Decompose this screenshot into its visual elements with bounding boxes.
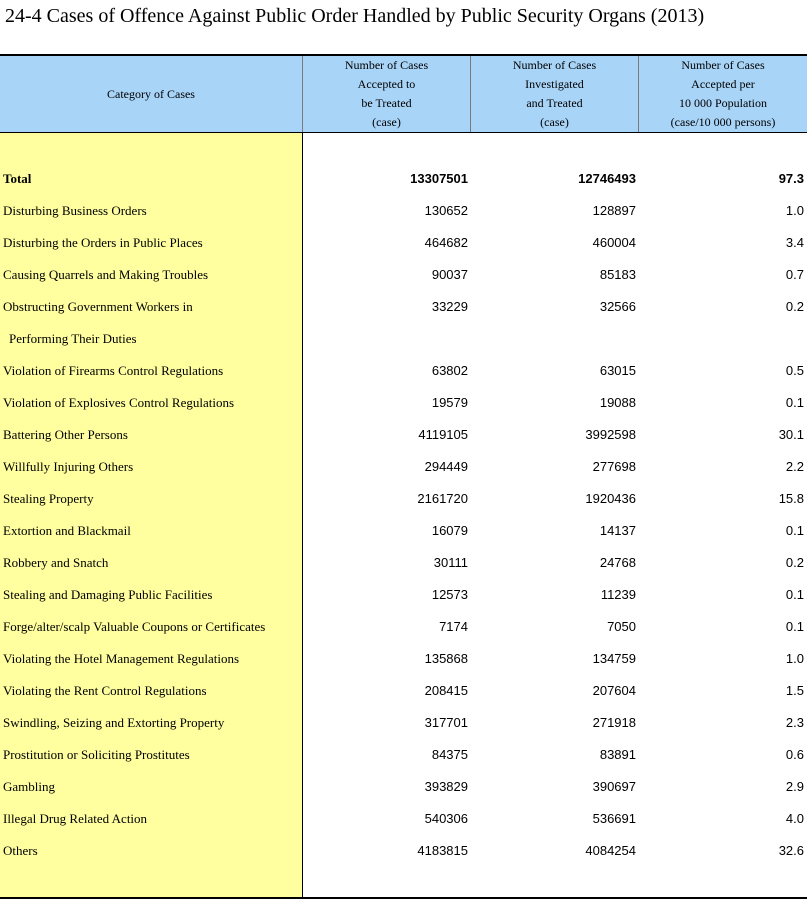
row-investigated: 24768 xyxy=(599,555,636,570)
table-row xyxy=(0,803,807,835)
row-accepted: 540306 xyxy=(424,811,468,826)
row-accepted: 13307501 xyxy=(410,171,468,186)
table-row-total xyxy=(0,163,807,195)
row-per-10000: 0.1 xyxy=(785,523,804,538)
header-per-population-line: Number of Cases xyxy=(681,58,765,72)
row-category: Prostitution or Soliciting Prostitutes xyxy=(3,747,190,762)
row-investigated: 271918 xyxy=(592,715,636,730)
table-row xyxy=(0,227,807,259)
row-per-10000: 1.5 xyxy=(785,683,804,698)
header-per-population-line: Accepted per xyxy=(691,77,755,91)
row-per-10000: 0.1 xyxy=(785,619,804,634)
row-per-10000: 0.1 xyxy=(785,587,804,602)
header-accepted xyxy=(303,56,470,132)
table-bottom-border xyxy=(0,897,807,899)
row-category: Gambling xyxy=(3,779,55,794)
table-row-continuation xyxy=(0,323,807,355)
row-per-10000: 1.0 xyxy=(785,651,804,666)
row-per-10000: 2.9 xyxy=(785,779,804,794)
page-title: 24-4 Cases of Offence Against Public Order Handled by Public Security Organs (2013) xyxy=(5,5,705,27)
table-row xyxy=(0,483,807,515)
row-accepted: 12573 xyxy=(431,587,468,602)
table-row xyxy=(0,291,807,323)
row-per-10000: 4.0 xyxy=(785,811,804,826)
row-investigated: 4084254 xyxy=(585,843,636,858)
row-category: Illegal Drug Related Action xyxy=(3,811,148,826)
row-investigated: 12746493 xyxy=(578,171,636,186)
header-per-population xyxy=(639,56,807,132)
row-category: Battering Other Persons xyxy=(3,427,128,442)
row-investigated: 1920436 xyxy=(585,491,636,506)
row-category: Violating the Rent Control Regulations xyxy=(3,683,207,698)
table-row xyxy=(0,643,807,675)
table-row xyxy=(0,355,807,387)
row-accepted: 294449 xyxy=(424,459,468,474)
row-per-10000: 0.6 xyxy=(785,747,804,762)
row-accepted: 7174 xyxy=(439,619,468,634)
row-accepted: 33229 xyxy=(431,299,468,314)
row-category: Violation of Firearms Control Regulations xyxy=(3,363,224,378)
row-investigated: 460004 xyxy=(592,235,636,250)
row-category: Total xyxy=(3,171,32,186)
row-category: Willfully Injuring Others xyxy=(3,459,134,474)
row-category: Obstructing Government Workers in xyxy=(3,299,193,314)
row-per-10000: 0.5 xyxy=(785,363,804,378)
row-investigated: 85183 xyxy=(599,267,636,282)
header-divider xyxy=(470,56,471,132)
row-accepted: 84375 xyxy=(431,747,468,762)
header-accepted-line: be Treated xyxy=(361,96,412,110)
row-accepted: 4183815 xyxy=(417,843,468,858)
row-investigated: 3992598 xyxy=(585,427,636,442)
row-accepted: 19579 xyxy=(431,395,468,410)
row-per-10000: 2.2 xyxy=(785,459,804,474)
row-category: Performing Their Duties xyxy=(9,331,137,346)
row-investigated: 128897 xyxy=(592,203,636,218)
header-accepted-line: Accepted to xyxy=(357,77,416,91)
row-accepted: 16079 xyxy=(431,523,468,538)
table-row xyxy=(0,771,807,803)
row-category: Causing Quarrels and Making Troubles xyxy=(3,267,209,282)
row-investigated: 134759 xyxy=(592,651,636,666)
table-row xyxy=(0,739,807,771)
table-row xyxy=(0,195,807,227)
row-accepted: 63802 xyxy=(431,363,468,378)
table-header xyxy=(0,56,807,132)
row-per-10000: 1.0 xyxy=(785,203,804,218)
row-investigated: 83891 xyxy=(599,747,636,762)
row-category: Swindling, Seizing and Extorting Property xyxy=(3,715,225,730)
row-per-10000: 0.7 xyxy=(785,267,804,282)
row-category: Violation of Explosives Control Regulations xyxy=(3,395,235,410)
row-category: Robbery and Snatch xyxy=(3,555,109,570)
row-per-10000: 32.6 xyxy=(778,843,804,858)
header-category-label: Category of Cases xyxy=(107,86,195,101)
row-category: Stealing Property xyxy=(3,491,94,506)
header-divider xyxy=(638,56,639,132)
table-row xyxy=(0,579,807,611)
table-row xyxy=(0,515,807,547)
header-per-population-unit: (case/10 000 persons) xyxy=(670,115,776,129)
table-row xyxy=(0,387,807,419)
table-body xyxy=(0,163,807,867)
row-per-10000: 30.1 xyxy=(778,427,804,442)
row-investigated: 7050 xyxy=(607,619,636,634)
statistics-table xyxy=(0,54,807,898)
row-per-10000: 2.3 xyxy=(785,715,804,730)
table-row xyxy=(0,547,807,579)
header-accepted-line: Number of Cases xyxy=(344,58,429,72)
row-accepted: 90037 xyxy=(431,267,468,282)
row-per-10000: 0.2 xyxy=(785,299,804,314)
row-accepted: 393829 xyxy=(424,779,468,794)
table-row xyxy=(0,611,807,643)
row-investigated: 390697 xyxy=(592,779,636,794)
row-accepted: 317701 xyxy=(424,715,468,730)
table-row xyxy=(0,419,807,451)
row-accepted: 30111 xyxy=(433,555,468,570)
row-investigated: 207604 xyxy=(592,683,636,698)
row-category: Disturbing the Orders in Public Places xyxy=(3,235,203,250)
header-investigated-unit: (case) xyxy=(540,115,569,129)
row-per-10000: 0.2 xyxy=(785,555,804,570)
row-investigated: 11239 xyxy=(600,587,636,602)
header-investigated xyxy=(471,56,638,132)
row-category: Extortion and Blackmail xyxy=(3,523,131,538)
header-category xyxy=(0,56,302,132)
row-per-10000: 97.3 xyxy=(778,171,804,186)
table-row xyxy=(0,707,807,739)
row-accepted: 4119105 xyxy=(418,427,468,442)
row-per-10000: 3.4 xyxy=(785,235,804,250)
row-investigated: 63015 xyxy=(599,363,636,378)
header-accepted-unit: (case) xyxy=(372,115,401,129)
row-category: Disturbing Business Orders xyxy=(3,203,147,218)
row-category: Forge/alter/scalp Valuable Coupons or Certificates xyxy=(3,619,266,634)
row-investigated: 536691 xyxy=(592,811,636,826)
row-accepted: 2161720 xyxy=(417,491,468,506)
row-category: Violating the Hotel Management Regulations xyxy=(3,651,240,666)
row-per-10000: 15.8 xyxy=(778,491,804,506)
table-row xyxy=(0,259,807,291)
row-investigated: 14137 xyxy=(599,523,636,538)
row-investigated: 19088 xyxy=(599,395,636,410)
header-per-population-line: 10 000 Population xyxy=(678,96,767,110)
row-category: Stealing and Damaging Public Facilities xyxy=(3,587,213,602)
row-accepted: 135868 xyxy=(424,651,468,666)
header-investigated-line: Number of Cases xyxy=(512,58,597,72)
header-investigated-line: Investigated xyxy=(525,77,584,91)
table-row xyxy=(0,835,807,867)
row-category: Others xyxy=(3,843,38,858)
table-row xyxy=(0,675,807,707)
row-accepted: 464682 xyxy=(424,235,468,250)
table-row xyxy=(0,451,807,483)
header-investigated-line: and Treated xyxy=(526,96,583,110)
header-divider xyxy=(302,56,303,132)
row-investigated: 277698 xyxy=(592,459,636,474)
row-per-10000: 0.1 xyxy=(785,395,804,410)
row-accepted: 208415 xyxy=(424,683,468,698)
row-accepted: 130652 xyxy=(424,203,468,218)
row-investigated: 32566 xyxy=(599,299,636,314)
